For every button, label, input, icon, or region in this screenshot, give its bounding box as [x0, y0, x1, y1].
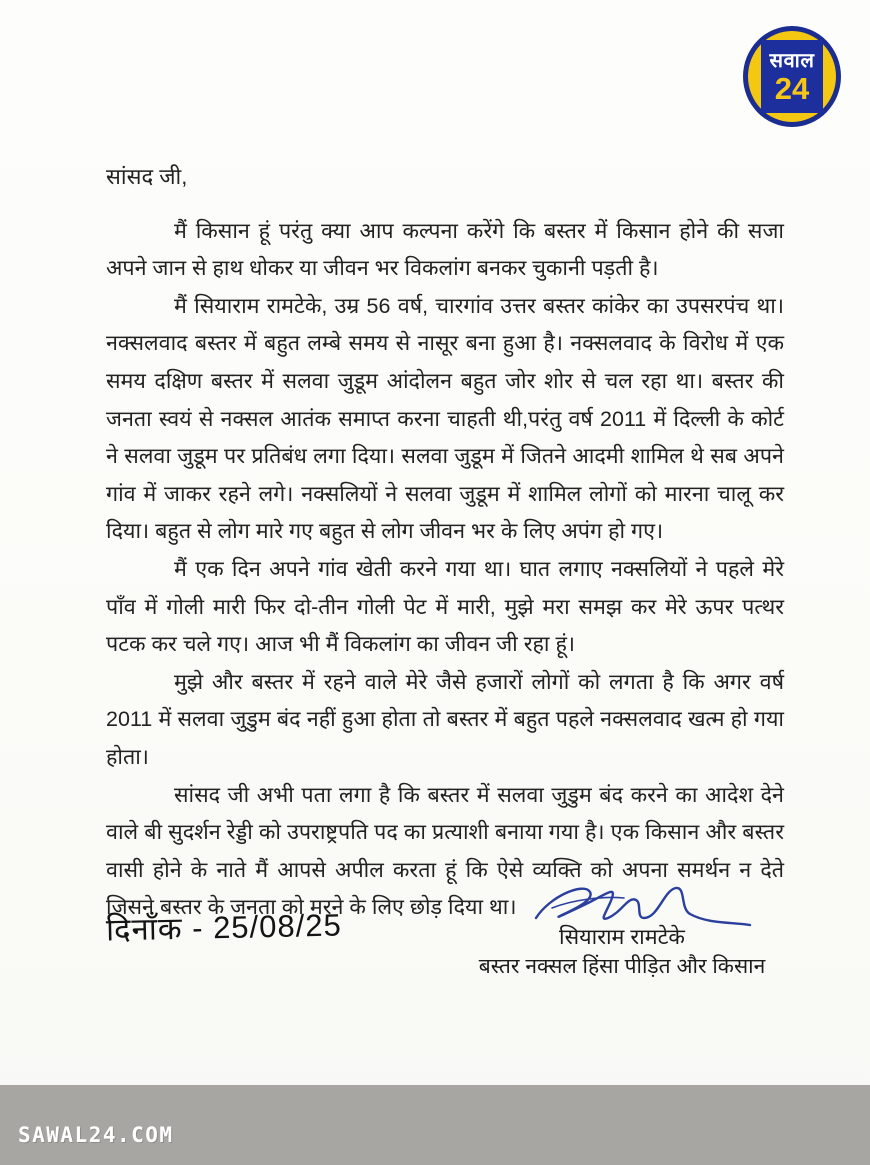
signatory-designation: बस्तर नक्सल हिंसा पीड़ित और किसान [478, 955, 766, 978]
date-line: दिनाँक - 25/08/25 [105, 907, 343, 948]
letter-paragraph: मैं एक दिन अपने गांव खेती करने गया था। घात लगाए नक्सलियों ने पहले मेरे पाँव में गोली मारी फिर दो-तीन गोली पेट में मारी, मुझे मरा समझ कर मेरे ऊपर पत्थर पटक कर चले गए। आज भी मैं विकलांग का जीवन जी रहा हूं। [106, 556, 784, 657]
letter-paragraph: मैं सियाराम रामटेके, उम्र 56 वर्ष, चारगांव उत्तर बस्तर कांकेर का उपसरपंच था। नक्सलवाद बस्तर में बहुत लम्बे समय से नासूर बना हुआ है। नक्सलवाद के विरोध में एक समय दक्षिण बस्तर में सलवा जुडूम आंदोलन बहुत जोर शोर से चल रहा था। बस्तर की जनता स्वयं से नक्सल आतंक समाप्त करना चाहती थी,परंतु वर्ष 2011 में दिल्ली के कोर्ट ने सलवा जुडूम पर प्रतिबंध लगा दिया। सलवा जुडूम में जितने आदमी शामिल थे सब अपने गांव में जाकर रहने लगे। नक्सलियों ने सलवा जुडूम में शामिल लोगों को मारना चालू कर दिया। बहुत से लोग मारे गए बहुत से लोग जीवन भर के लिए अपंग हो गए। [106, 293, 784, 544]
letter-paragraph: मैं किसान हूं परंतु क्या आप कल्पना करेंगे कि बस्तर में किसान होने की सजा अपने जान से हाथ धोकर या जीवन भर विकलांग बनकर चुकानी पड़ती है। [106, 218, 784, 281]
watermark-text: SAWAL24.COM [18, 1123, 174, 1147]
sawal24-logo-number: 24 [774, 71, 810, 106]
sawal24-logo-text: सवाल [769, 50, 815, 72]
signatory-name: सियाराम रामटेके [559, 925, 685, 949]
salutation: सांसद जी, [106, 164, 188, 189]
letter-body [106, 158, 784, 927]
sawal24-logo [743, 26, 841, 127]
signature-block [462, 878, 782, 982]
sawal24-logo-square [761, 40, 823, 113]
footer-band [0, 1085, 870, 1165]
letter-paragraph: सांसद जी अभी पता लगा है कि बस्तर में सलवा जुडुम बंद करने का आदेश देने वाले बी सुदर्शन रेड्डी को उपराष्ट्रपति पद का प्रत्याशी बनाया गया है। एक किसान और बस्तर वासी होने के नाते मैं आपसे अपील करता हूं कि ऐसे व्यक्ति को अपना समर्थन न देते जिसने बस्तर के जनता को मरने के लिए छोड़ दिया था। [106, 782, 784, 920]
letter-paragraph: मुझे और बस्तर में रहने वाले मेरे जैसे हजारों लोगों को लगता है कि अगर वर्ष 2011 में सलवा जुडुम बंद नहीं हुआ होता तो बस्तर में बहुत पहले नक्सलवाद खत्म हो गया होता। [106, 669, 784, 769]
